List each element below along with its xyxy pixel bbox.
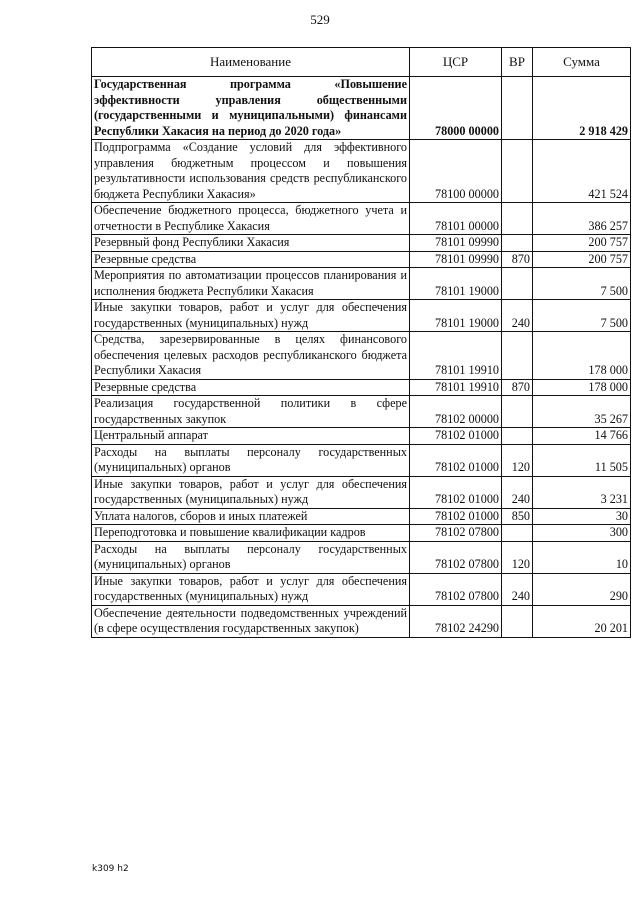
header-row — [92, 48, 631, 77]
header-vr: ВР — [502, 48, 533, 77]
cell-csr: 78102 07800 — [410, 573, 502, 605]
cell-name: Расходы на выплаты персоналу государственных (муниципальных) органов — [92, 541, 410, 573]
cell-sum: 300 — [533, 525, 631, 542]
cell-vr — [502, 428, 533, 445]
cell-sum: 386 257 — [533, 203, 631, 235]
table-row — [92, 140, 631, 203]
cell-vr — [502, 332, 533, 380]
cell-name: Мероприятия по автоматизации процессов планирования и исполнения бюджета Республики Хакасия — [92, 268, 410, 300]
cell-csr: 78101 19910 — [410, 332, 502, 380]
cell-csr: 78101 09990 — [410, 251, 502, 268]
cell-vr — [502, 203, 533, 235]
cell-csr: 78102 01000 — [410, 476, 502, 508]
table-row — [92, 605, 631, 637]
table-row — [92, 541, 631, 573]
cell-name: Государственная программа «Повышение эффективности управления общественными (государственными и муниципальными) финансами Республики Хакасия на период до 2020 года» — [92, 77, 410, 140]
cell-sum: 200 757 — [533, 251, 631, 268]
cell-vr — [502, 235, 533, 252]
cell-sum: 3 231 — [533, 476, 631, 508]
cell-sum: 11 505 — [533, 444, 631, 476]
cell-csr: 78102 00000 — [410, 396, 502, 428]
table-body — [92, 77, 631, 638]
header-csr: ЦСР — [410, 48, 502, 77]
table-row — [92, 573, 631, 605]
cell-name: Уплата налогов, сборов и иных платежей — [92, 508, 410, 525]
table-row — [92, 396, 631, 428]
table-row — [92, 203, 631, 235]
table-row — [92, 525, 631, 542]
cell-vr: 850 — [502, 508, 533, 525]
cell-vr: 870 — [502, 379, 533, 396]
cell-sum: 421 524 — [533, 140, 631, 203]
cell-name: Расходы на выплаты персоналу государственных (муниципальных) органов — [92, 444, 410, 476]
cell-csr: 78101 19910 — [410, 379, 502, 396]
table-row — [92, 508, 631, 525]
cell-vr: 240 — [502, 476, 533, 508]
cell-name: Резервный фонд Республики Хакасия — [92, 235, 410, 252]
cell-vr — [502, 140, 533, 203]
cell-csr: 78102 07800 — [410, 541, 502, 573]
table-row — [92, 235, 631, 252]
table-row — [92, 77, 631, 140]
cell-name: Резервные средства — [92, 379, 410, 396]
cell-name: Иные закупки товаров, работ и услуг для обеспечения государственных (муниципальных) нужд — [92, 476, 410, 508]
cell-name: Резервные средства — [92, 251, 410, 268]
cell-csr: 78102 01000 — [410, 428, 502, 445]
cell-csr: 78100 00000 — [410, 140, 502, 203]
cell-csr: 78102 24290 — [410, 605, 502, 637]
cell-name: Обеспечение бюджетного процесса, бюджетного учета и отчетности в Республике Хакасия — [92, 203, 410, 235]
cell-vr — [502, 396, 533, 428]
cell-csr: 78101 19000 — [410, 268, 502, 300]
cell-csr: 78102 07800 — [410, 525, 502, 542]
cell-name: Обеспечение деятельности подведомственных учреждений (в сфере осуществления государственных закупок) — [92, 605, 410, 637]
cell-sum: 2 918 429 — [533, 77, 631, 140]
cell-name: Иные закупки товаров, работ и услуг для обеспечения государственных (муниципальных) нужд — [92, 300, 410, 332]
cell-sum: 290 — [533, 573, 631, 605]
cell-vr: 240 — [502, 573, 533, 605]
header-sum: Сумма — [533, 48, 631, 77]
cell-csr: 78101 19000 — [410, 300, 502, 332]
cell-sum: 7 500 — [533, 268, 631, 300]
cell-vr — [502, 268, 533, 300]
table-header — [92, 48, 631, 77]
cell-sum: 35 267 — [533, 396, 631, 428]
cell-vr: 120 — [502, 541, 533, 573]
cell-name: Средства, зарезервированные в целях финансового обеспечения целевых расходов республиканского бюджета Республики Хакасия — [92, 332, 410, 380]
table-row — [92, 428, 631, 445]
cell-sum: 7 500 — [533, 300, 631, 332]
cell-name: Переподготовка и повышение квалификации кадров — [92, 525, 410, 542]
cell-sum: 178 000 — [533, 332, 631, 380]
cell-csr: 78102 01000 — [410, 508, 502, 525]
cell-vr — [502, 525, 533, 542]
cell-csr: 78101 09990 — [410, 235, 502, 252]
cell-vr: 120 — [502, 444, 533, 476]
table-row — [92, 476, 631, 508]
budget-table — [91, 47, 631, 638]
cell-sum: 20 201 — [533, 605, 631, 637]
cell-name: Иные закупки товаров, работ и услуг для обеспечения государственных (муниципальных) нужд — [92, 573, 410, 605]
cell-name: Реализация государственной политики в сфере государственных закупок — [92, 396, 410, 428]
table-row — [92, 379, 631, 396]
header-name: Наименование — [92, 48, 410, 77]
cell-vr — [502, 77, 533, 140]
cell-vr: 240 — [502, 300, 533, 332]
cell-csr: 78101 00000 — [410, 203, 502, 235]
table-row — [92, 444, 631, 476]
cell-csr: 78102 01000 — [410, 444, 502, 476]
cell-name: Центральный аппарат — [92, 428, 410, 445]
table-row — [92, 300, 631, 332]
table-row — [92, 251, 631, 268]
cell-sum: 200 757 — [533, 235, 631, 252]
footer-code: k309 h2 — [92, 864, 129, 874]
page-number: 529 — [310, 12, 330, 27]
cell-sum: 178 000 — [533, 379, 631, 396]
cell-sum: 14 766 — [533, 428, 631, 445]
cell-vr — [502, 605, 533, 637]
cell-csr: 78000 00000 — [410, 77, 502, 140]
cell-vr: 870 — [502, 251, 533, 268]
table-row — [92, 268, 631, 300]
cell-sum: 10 — [533, 541, 631, 573]
table-row — [92, 332, 631, 380]
cell-name: Подпрограмма «Создание условий для эффективного управления бюджетным процессом и повышения результативности использования средств республиканского бюджета Республики Хакасия» — [92, 140, 410, 203]
cell-sum: 30 — [533, 508, 631, 525]
